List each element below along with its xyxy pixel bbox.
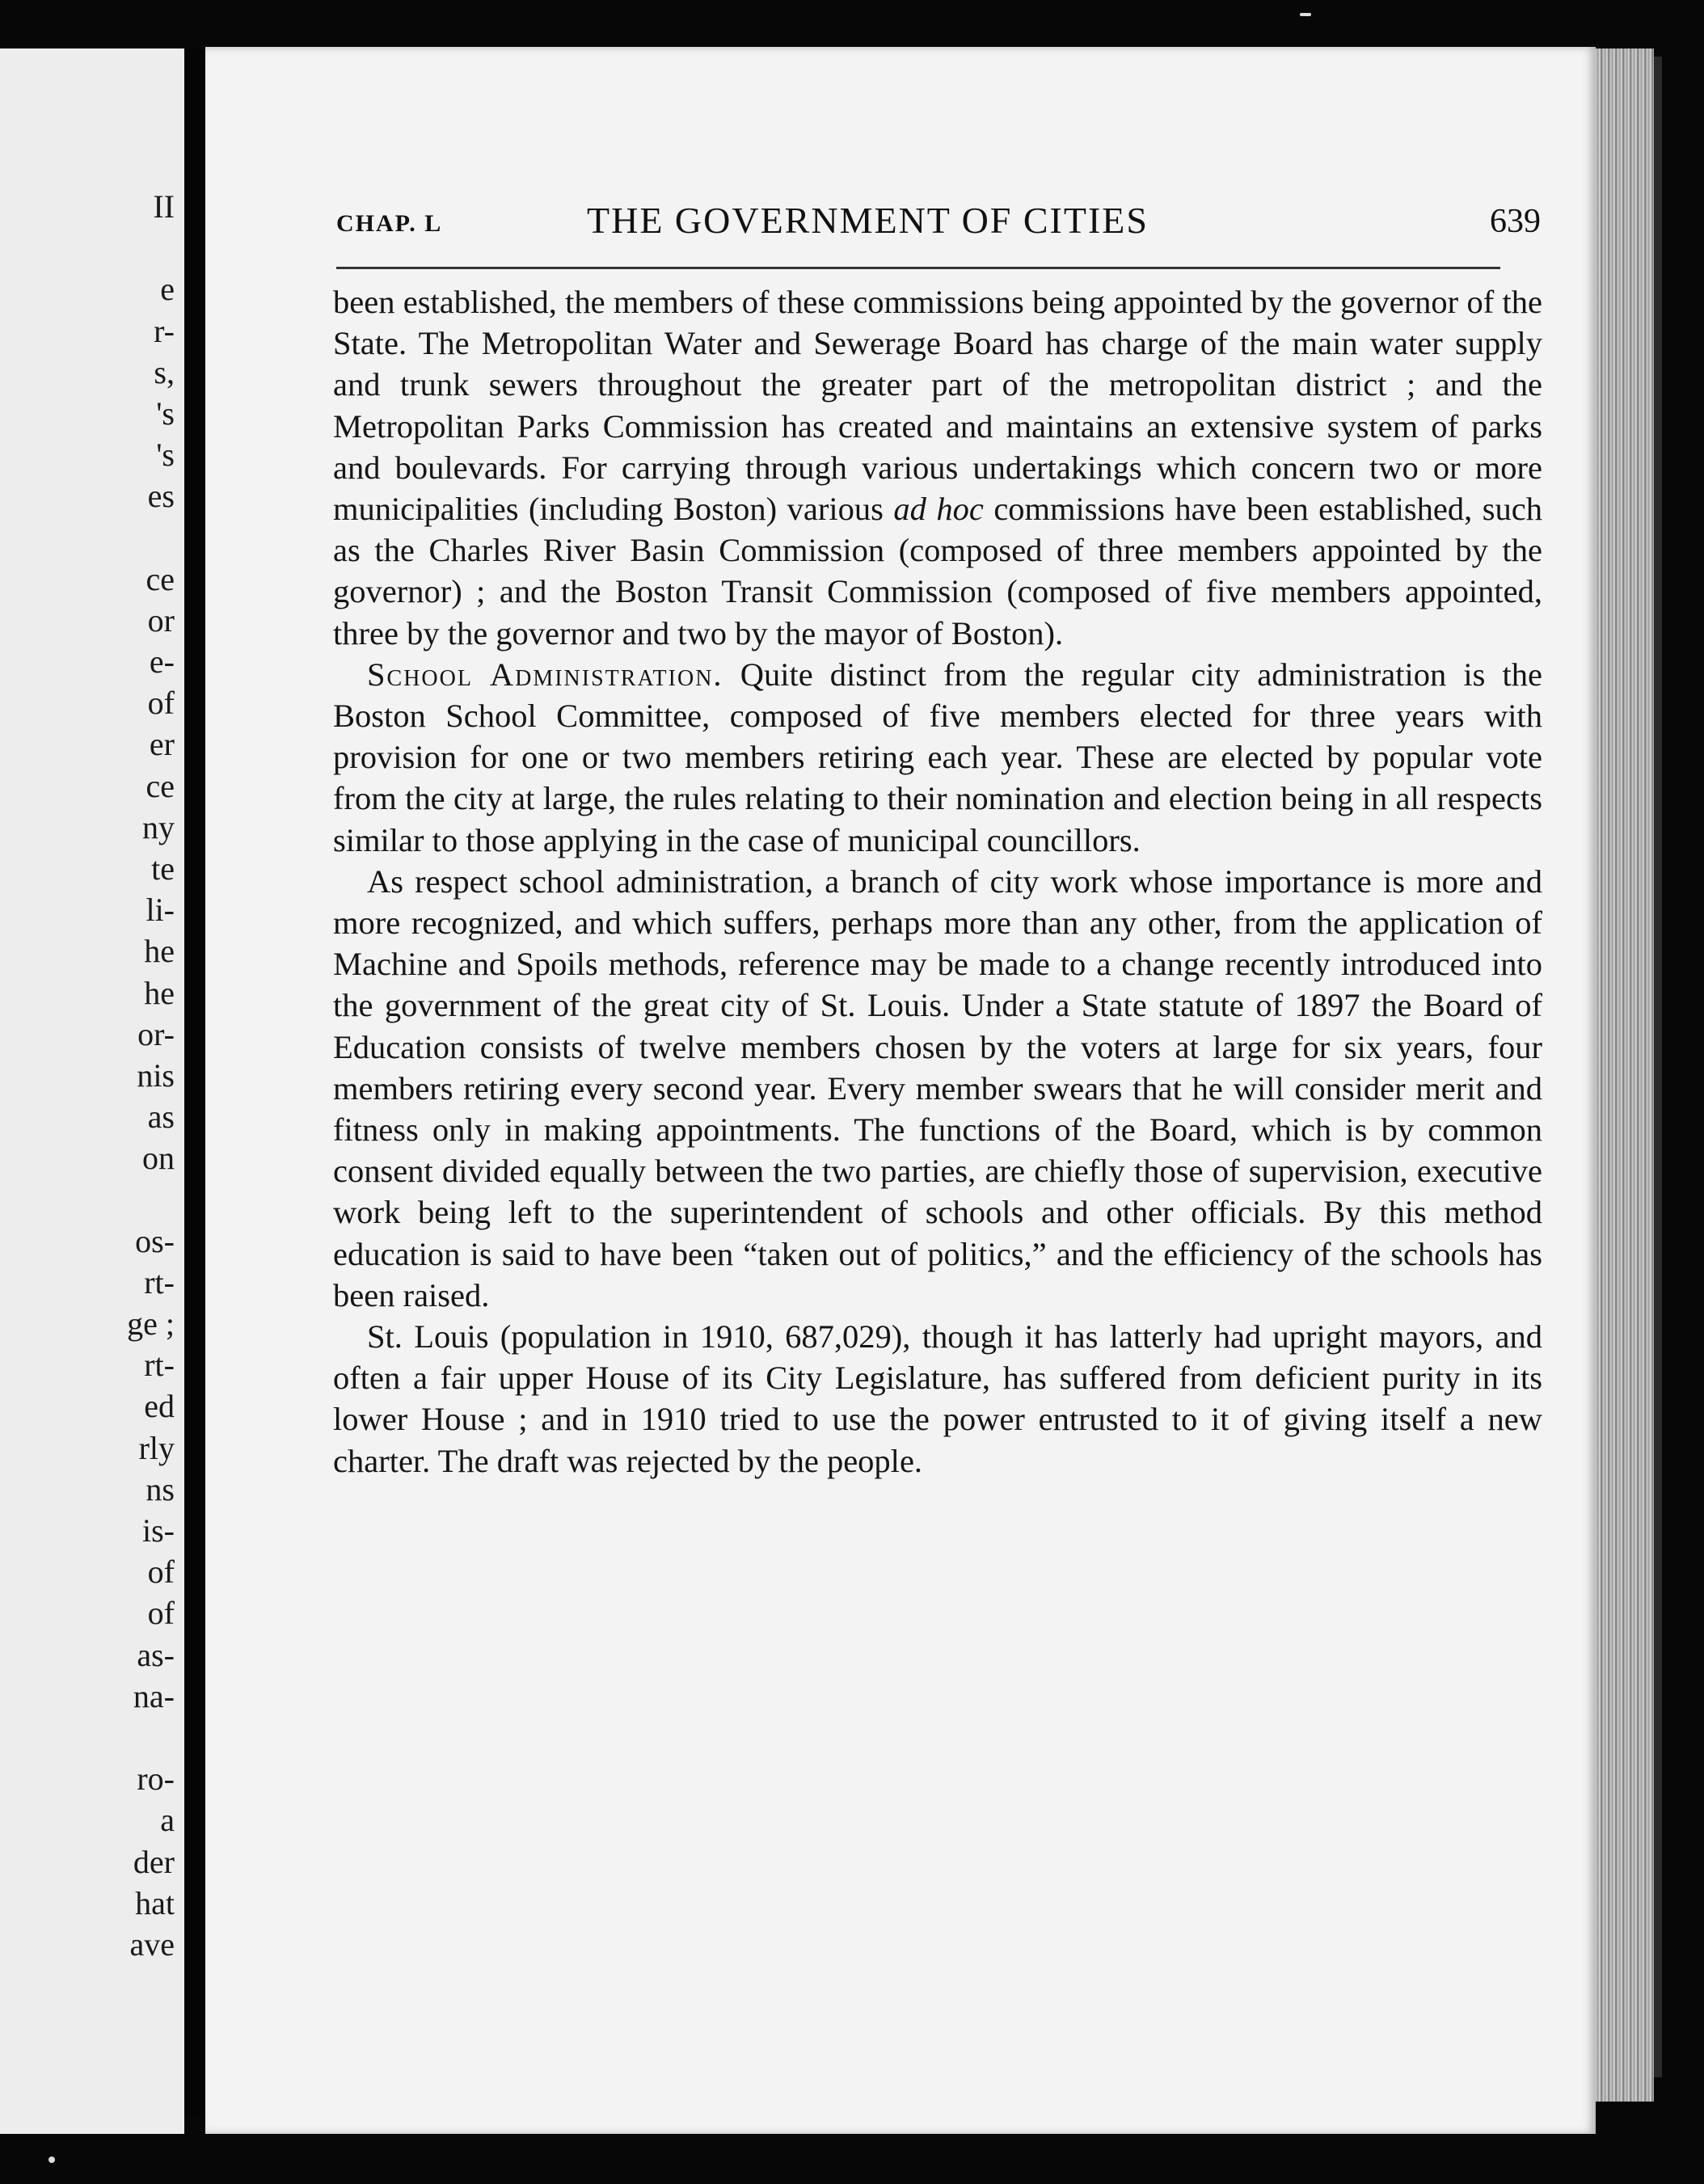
left-fragment-line: of bbox=[147, 1595, 175, 1632]
left-fragment-line: ge ; bbox=[127, 1305, 175, 1343]
left-fragment-line: ce bbox=[146, 560, 175, 597]
left-fragment-line: ny bbox=[142, 808, 175, 845]
left-fragment-line: es bbox=[147, 478, 175, 515]
paragraph-1: been established, the members of these commissions being appointed by the governor of the State. The Metropolitan Water and Sewerage Board has charge of the main water supply and trunk sewers throughout the greater part of the metropolitan district ; and the Metropolitan Parks Commission has created and maintains an extensive system of parks and boulevards. For carrying through various undertakings which concern two or more municipalities (including Boston) various ad hoc commissions have been established, such as the Charles River Basin Commission (composed of three members appointed by the governor) ; and the Boston Transit Commission (composed of five members appointed, three by the governor and two by the mayor of Boston). bbox=[333, 284, 1542, 651]
left-fragment-line: e bbox=[160, 271, 175, 308]
chapter-label: CHAP. L bbox=[336, 210, 443, 237]
book-edge-shadow bbox=[1654, 57, 1662, 2077]
left-fragment-line: rt- bbox=[144, 1347, 175, 1384]
left-fragment-line: er bbox=[149, 726, 175, 763]
left-fragment-line: ns bbox=[146, 1470, 175, 1507]
left-fragment-line: ave bbox=[129, 1925, 175, 1963]
left-fragment-line: rt- bbox=[144, 1263, 175, 1301]
running-header bbox=[336, 199, 1541, 255]
left-fragment-line bbox=[78, 517, 175, 559]
left-fragment-line: na- bbox=[133, 1677, 175, 1714]
left-fragment-line: he bbox=[144, 974, 175, 1011]
left-fragment-line: as- bbox=[137, 1636, 175, 1673]
left-fragment-line: ro- bbox=[137, 1760, 175, 1798]
left-fragment-line: e- bbox=[149, 643, 175, 681]
book-gutter bbox=[184, 48, 205, 2118]
paragraph-3: As respect school administration, a branch of city work whose importance is more and more recognized, and which suffers, perhaps more than any other, from the application of Machine and Spoils methods, reference may be made to a change recently introduced into the government of the great city of St. Louis. Under a State statute of 1897 the Board of Education consists of twelve members chosen by the voters at large for six years, four members retiring every second year. Every member swears that he will consider merit and fitness only in making appointments. The functions of the Board, which is by common consent divided equally between the two parties, are chiefly those of supervision, executive work being left to the superintendent of schools and other officials. By this method education is said to have been “taken out of politics,” and the efficiency of the schools has been raised. bbox=[333, 862, 1542, 1313]
left-fragment-line: ed bbox=[144, 1388, 175, 1425]
scan-speck bbox=[49, 2157, 55, 2163]
left-fragment-line: der bbox=[133, 1843, 175, 1880]
left-fragment-line: he bbox=[144, 933, 175, 970]
paragraph-2: School Administration. Quite distinct from the regular city administration is the Boston School Committee, composed of five members elected for three years with provision for one or two members retiring each year. These are elected by popular vote from the city at large, the rules relating to their nomination and election being in all respects similar to those applying in the case of municipal councillors. bbox=[333, 656, 1543, 858]
left-fragment-line: or- bbox=[137, 1015, 175, 1052]
section-heading: School Administration. bbox=[367, 656, 723, 693]
left-fragment-line: 's bbox=[156, 436, 175, 474]
right-page bbox=[205, 47, 1596, 2134]
left-fragment-line: hat bbox=[135, 1884, 175, 1921]
left-facing-page bbox=[0, 48, 184, 2134]
page-number: 639 bbox=[1490, 203, 1541, 240]
left-fragment-line: is- bbox=[142, 1512, 175, 1549]
body-text bbox=[333, 281, 1542, 1482]
left-fragment-line: ce bbox=[146, 767, 175, 804]
italic-phrase: ad hoc bbox=[893, 491, 984, 528]
paragraph-4: St. Louis (population in 1910, 687,029), though it has latterly had upright mayors, and often a fair upper House of its City Legislature, has suffered from deficient purity in its lower House ; and in 1910 tried to use the power entrusted to it of giving itself a new charter. The draft was rejected by the people. bbox=[333, 1318, 1542, 1479]
left-fragment-line bbox=[78, 1179, 175, 1221]
left-fragment-line: a bbox=[160, 1802, 175, 1839]
left-fragment-line: li- bbox=[146, 892, 175, 929]
left-fragment-line: te bbox=[151, 850, 175, 887]
left-page-text-fragments bbox=[78, 186, 175, 1965]
page-title: THE GOVERNMENT OF CITIES bbox=[587, 200, 1149, 241]
left-fragment-line: s, bbox=[154, 353, 175, 390]
left-fragment-line: of bbox=[147, 1554, 175, 1591]
left-fragment-line: as bbox=[147, 1098, 175, 1136]
left-fragment-line: r- bbox=[154, 312, 175, 349]
left-fragment-line: on bbox=[142, 1140, 175, 1177]
scan-speck bbox=[1300, 13, 1311, 16]
left-fragment-line: or bbox=[147, 601, 175, 639]
left-fragment-line: 's bbox=[156, 394, 175, 432]
left-fragment-line bbox=[78, 1717, 175, 1758]
left-fragment-line: rly bbox=[138, 1429, 175, 1466]
left-fragment-line: nis bbox=[137, 1056, 175, 1094]
left-fragment-line: os- bbox=[135, 1222, 175, 1259]
left-fragment-line: II bbox=[153, 188, 175, 225]
header-rule bbox=[336, 267, 1500, 269]
left-fragment-line bbox=[78, 227, 175, 268]
left-fragment-line: of bbox=[147, 685, 175, 722]
page-edges-stack bbox=[1596, 48, 1654, 2102]
